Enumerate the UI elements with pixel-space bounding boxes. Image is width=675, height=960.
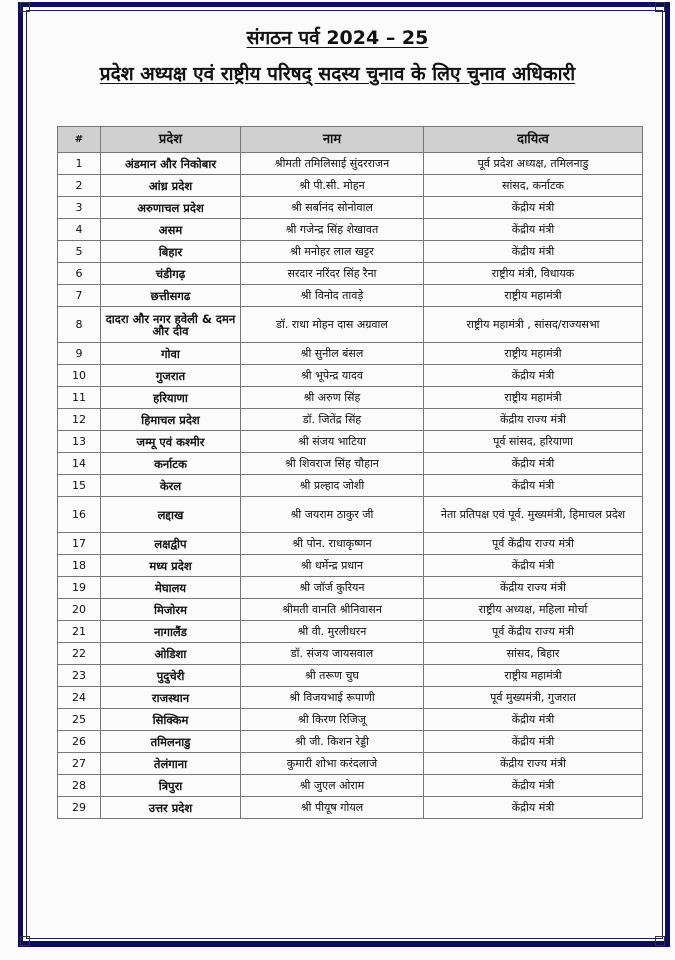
row-responsibility: केंद्रीय मंत्री [424,197,643,219]
table-row [58,453,643,475]
table-row [58,175,643,197]
row-state: तेलंगाना [101,753,241,775]
row-responsibility: केंद्रीय मंत्री [424,775,643,797]
row-state: बिहार [101,241,241,263]
row-number: 19 [58,577,101,599]
table-row [58,241,643,263]
table-row [58,775,643,797]
row-officer-name: श्री धर्मेन्द्र प्रधान [241,555,424,577]
election-officers-table [57,126,643,819]
row-state: केरल [101,475,241,497]
row-state: त्रिपुरा [101,775,241,797]
table-row [58,431,643,453]
row-responsibility: पूर्व मुख्यमंत्री, गुजरात [424,687,643,709]
row-officer-name: श्री अरुण सिंह [241,387,424,409]
row-responsibility: राष्ट्रीय मंत्री, विधायक [424,263,643,285]
row-responsibility: सांसद, बिहार [424,643,643,665]
row-number: 20 [58,599,101,621]
row-responsibility: नेता प्रतिपक्ष एवं पूर्व. मुख्यमंत्री, हिमाचल प्रदेश [424,497,643,533]
corner-ornament-top-right [655,2,665,12]
row-number: 28 [58,775,101,797]
table-row [58,285,643,307]
row-number: 15 [58,475,101,497]
row-officer-name: श्री पी.सी. मोहन [241,175,424,197]
header-responsibility: दायित्व [424,127,643,153]
row-state: ओडिशा [101,643,241,665]
row-state: अंडमान और निकोबार [101,153,241,175]
row-officer-name: श्री संजय भाटिया [241,431,424,453]
row-number: 17 [58,533,101,555]
row-responsibility: केंद्रीय मंत्री [424,241,643,263]
row-number: 12 [58,409,101,431]
row-number: 16 [58,497,101,533]
row-officer-name: श्रीमती तमिलिसाई सुंदरराजन [241,153,424,175]
row-number: 26 [58,731,101,753]
row-officer-name: श्री जुएल ओराम [241,775,424,797]
row-officer-name: श्री वी. मुरलीधरन [241,621,424,643]
row-number: 9 [58,343,101,365]
row-number: 6 [58,263,101,285]
row-state: मध्य प्रदेश [101,555,241,577]
row-responsibility: राष्ट्रीय महामंत्री , सांसद/राज्यसभा [424,307,643,343]
row-officer-name: श्री जॉर्ज कुरियन [241,577,424,599]
row-officer-name: श्री प्रल्हाद जोशी [241,475,424,497]
row-state: कर्नाटक [101,453,241,475]
row-officer-name: श्री जयराम ठाकुर जी [241,497,424,533]
row-number: 25 [58,709,101,731]
document-subtitle: प्रदेश अध्यक्ष एवं राष्ट्रीय परिषद् सदस्य चुनाव के लिए चुनाव अधिकारी [99,63,576,85]
table-row [58,219,643,241]
table-row [58,599,643,621]
header-number: # [58,127,101,153]
table-row [58,343,643,365]
row-state: जम्मू एवं कश्मीर [101,431,241,453]
table-row [58,533,643,555]
row-responsibility: केंद्रीय मंत्री [424,555,643,577]
row-number: 4 [58,219,101,241]
row-state: सिक्किम [101,709,241,731]
row-responsibility: केंद्रीय मंत्री [424,475,643,497]
row-officer-name: डॉ. संजय जायसवाल [241,643,424,665]
row-state: मेघालय [101,577,241,599]
row-number: 27 [58,753,101,775]
table-row [58,497,643,533]
row-state: लक्षद्वीप [101,533,241,555]
row-state: गुजरात [101,365,241,387]
row-state: तमिलनाडु [101,731,241,753]
row-state: दादरा और नगर हवेली & दमन और दीव [101,307,241,343]
row-responsibility: केंद्रीय मंत्री [424,219,643,241]
row-number: 18 [58,555,101,577]
row-responsibility: केंद्रीय मंत्री [424,709,643,731]
table-row [58,197,643,219]
row-responsibility: केंद्रीय मंत्री [424,453,643,475]
table-row [58,687,643,709]
table-row [58,387,643,409]
header-name: नाम [241,127,424,153]
row-state: पुदुचेरी [101,665,241,687]
table-row [58,365,643,387]
row-responsibility: केंद्रीय मंत्री [424,731,643,753]
row-state: लद्दाख [101,497,241,533]
table-row [58,475,643,497]
row-number: 22 [58,643,101,665]
row-number: 24 [58,687,101,709]
row-officer-name: श्री सर्बानंद सोनोवाल [241,197,424,219]
row-number: 8 [58,307,101,343]
row-number: 11 [58,387,101,409]
row-number: 5 [58,241,101,263]
table-body [58,153,643,819]
row-officer-name: डॉ. राधा मोहन दास अग्रवाल [241,307,424,343]
row-officer-name: श्री गजेन्द्र सिंह शेखावत [241,219,424,241]
row-state: आंध्र प्रदेश [101,175,241,197]
row-responsibility: राष्ट्रीय अध्यक्ष, महिला मोर्चा [424,599,643,621]
row-responsibility: पूर्व केंद्रीय राज्य मंत्री [424,533,643,555]
row-responsibility: केंद्रीय मंत्री [424,797,643,819]
row-number: 13 [58,431,101,453]
row-officer-name: श्री किरण रिजिजू [241,709,424,731]
row-officer-name: श्री सुनील बंसल [241,343,424,365]
row-officer-name: डॉ. जितेंद्र सिंह [241,409,424,431]
table-row [58,263,643,285]
row-number: 21 [58,621,101,643]
table-row [58,307,643,343]
table-row [58,621,643,643]
corner-ornament-top-left [20,2,30,12]
row-number: 7 [58,285,101,307]
row-officer-name: कुमारी शोभा करंदलाजे [241,753,424,775]
row-number: 2 [58,175,101,197]
row-number: 23 [58,665,101,687]
row-responsibility: राष्ट्रीय महामंत्री [424,665,643,687]
table-row [58,643,643,665]
row-state: राजस्थान [101,687,241,709]
table-row [58,577,643,599]
row-officer-name: श्री तरूण चुघ [241,665,424,687]
row-responsibility: केंद्रीय राज्य मंत्री [424,409,643,431]
row-officer-name: श्री पोन. राधाकृष्णन [241,533,424,555]
row-number: 10 [58,365,101,387]
row-responsibility: राष्ट्रीय महामंत्री [424,343,643,365]
row-number: 29 [58,797,101,819]
row-responsibility: राष्ट्रीय महामंत्री [424,285,643,307]
table-row [58,753,643,775]
row-state: चंडीगढ़ [101,263,241,285]
row-state: असम [101,219,241,241]
row-state: अरुणाचल प्रदेश [101,197,241,219]
table-row [58,731,643,753]
row-officer-name: श्री विनोद तावड़े [241,285,424,307]
row-responsibility: पूर्व प्रदेश अध्यक्ष, तमिलनाडु [424,153,643,175]
row-number: 14 [58,453,101,475]
row-officer-name: श्रीमती वानति श्रीनिवासन [241,599,424,621]
row-officer-name: श्री विजयभाई रूपाणी [241,687,424,709]
row-state: उत्तर प्रदेश [101,797,241,819]
table-row [58,797,643,819]
row-number: 1 [58,153,101,175]
row-responsibility: सांसद, कर्नाटक [424,175,643,197]
table-row [58,153,643,175]
document-title: संगठन पर्व 2024 – 25 [246,27,429,49]
table-row [58,665,643,687]
row-responsibility: पूर्व केंद्रीय राज्य मंत्री [424,621,643,643]
row-officer-name: सरदार नरिंदर सिंह रैना [241,263,424,285]
row-state: गोवा [101,343,241,365]
table-row [58,709,643,731]
row-state: छत्तीसगढ [101,285,241,307]
table-row [58,409,643,431]
row-state: हरियाणा [101,387,241,409]
row-number: 3 [58,197,101,219]
row-officer-name: श्री जी. किशन रेड्डी [241,731,424,753]
corner-ornament-bottom-right [655,936,665,946]
row-responsibility: केंद्रीय राज्य मंत्री [424,753,643,775]
header-state: प्रदेश [101,127,241,153]
row-responsibility: पूर्व सांसद, हरियाणा [424,431,643,453]
row-officer-name: श्री भूपेन्द्र यादव [241,365,424,387]
corner-ornament-bottom-left [20,936,30,946]
row-state: हिमाचल प्रदेश [101,409,241,431]
row-officer-name: श्री मनोहर लाल खट्टर [241,241,424,263]
row-state: मिजोरम [101,599,241,621]
row-state: नागालैंड [101,621,241,643]
table-header-row [58,127,643,153]
row-responsibility: केंद्रीय राज्य मंत्री [424,577,643,599]
row-officer-name: श्री शिवराज सिंह चौहान [241,453,424,475]
row-responsibility: राष्ट्रीय महामंत्री [424,387,643,409]
row-officer-name: श्री पीयूष गोयल [241,797,424,819]
table-row [58,555,643,577]
row-responsibility: केंद्रीय मंत्री [424,365,643,387]
